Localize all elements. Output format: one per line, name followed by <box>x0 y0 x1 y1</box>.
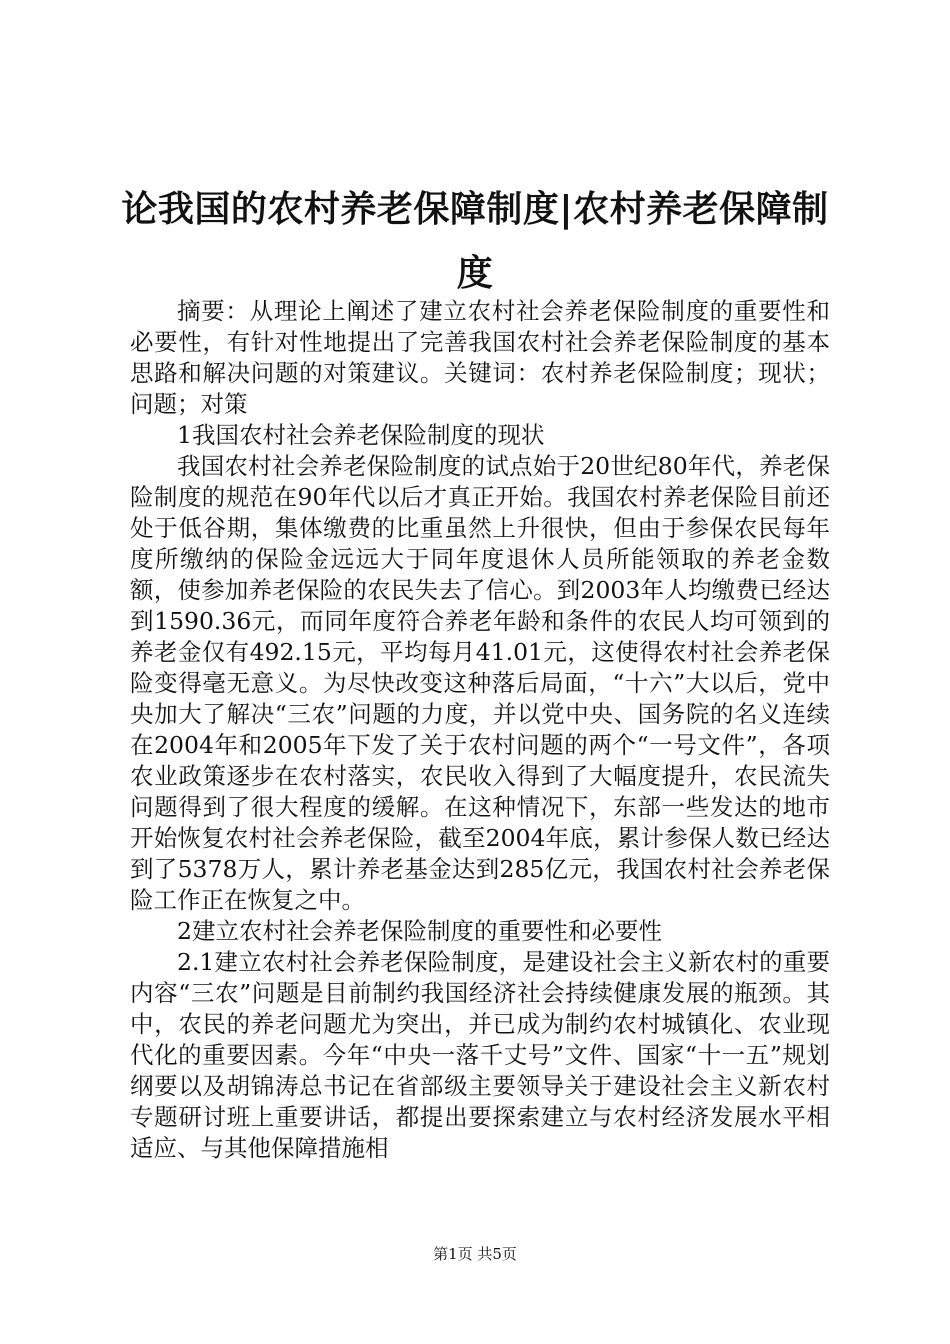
document-title: 论我国的农村养老保障制度|农村养老保障制度 <box>121 189 829 294</box>
document-body <box>130 296 830 1164</box>
page-number-footer: 第1页 共5页 <box>433 1245 517 1263</box>
body-paragraph: 我国农村社会养老保险制度的试点始于20世纪80年代，养老保险制度的规范在90年代以后才真正开始。我国农村养老保险目前还处于低谷期，集体缴费的比重虽然上升很快，但由于参保农民每年度所缴纳的保险金远远大于同年度退休人员所能领取的养老金数额，使参加养老保险的农民失去了信心。到2003年人均缴费已经达到1590.36元，而同年度符合养老年龄和条件的农民人均可领到的养老金仅有492.15元，平均每月41.01元，这使得农村社会养老保险变得毫无意义。为尽快改变这种落后局面，“十六”大以后，党中央加大了解决“三农”问题的力度，并以党中央、国务院的名义连续在2004年和2005年下发了关于农村问题的两个“一号文件”，各项农业政策逐步在农村落实，农民收入得到了大幅度提升，农民流失问题得到了很大程度的缓解。在这种情况下，东部一些发达的地市开始恢复农村社会养老保险，截至2004年底，累计参保人数已经达到了5378万人，累计养老基金达到285亿元，我国农村社会养老保险工作正在恢复之中。 <box>130 452 830 914</box>
body-paragraph: 2.1建立农村社会养老保险制度，是建设社会主义新农村的重要内容“三农”问题是目前制约我国经济社会持续健康发展的瓶颈。其中，农民的养老问题尤为突出，并已成为制约农村城镇化、农业现代化的重要因素。今年“中央一落千丈号”文件、国家“十一五”规划纲要以及胡锦涛总书记在省部级主要领导关于建设社会主义新农村专题研讨班上重要讲话，都提出要探索建立与农村经济发展水平相适应、与其他保障措施相 <box>130 948 830 1162</box>
section-heading-2: 2建立农村社会养老保险制度的重要性和必要性 <box>177 917 662 945</box>
abstract-paragraph: 摘要：从理论上阐述了建立农村社会养老保险制度的重要性和必要性，有针对性地提出了完善我国农村社会养老保险制度的基本思路和解决问题的对策建议。关键词：农村养老保险制度；现状；问题；对策 <box>130 297 830 418</box>
section-heading-1: 1我国农村社会养老保险制度的现状 <box>177 421 545 449</box>
